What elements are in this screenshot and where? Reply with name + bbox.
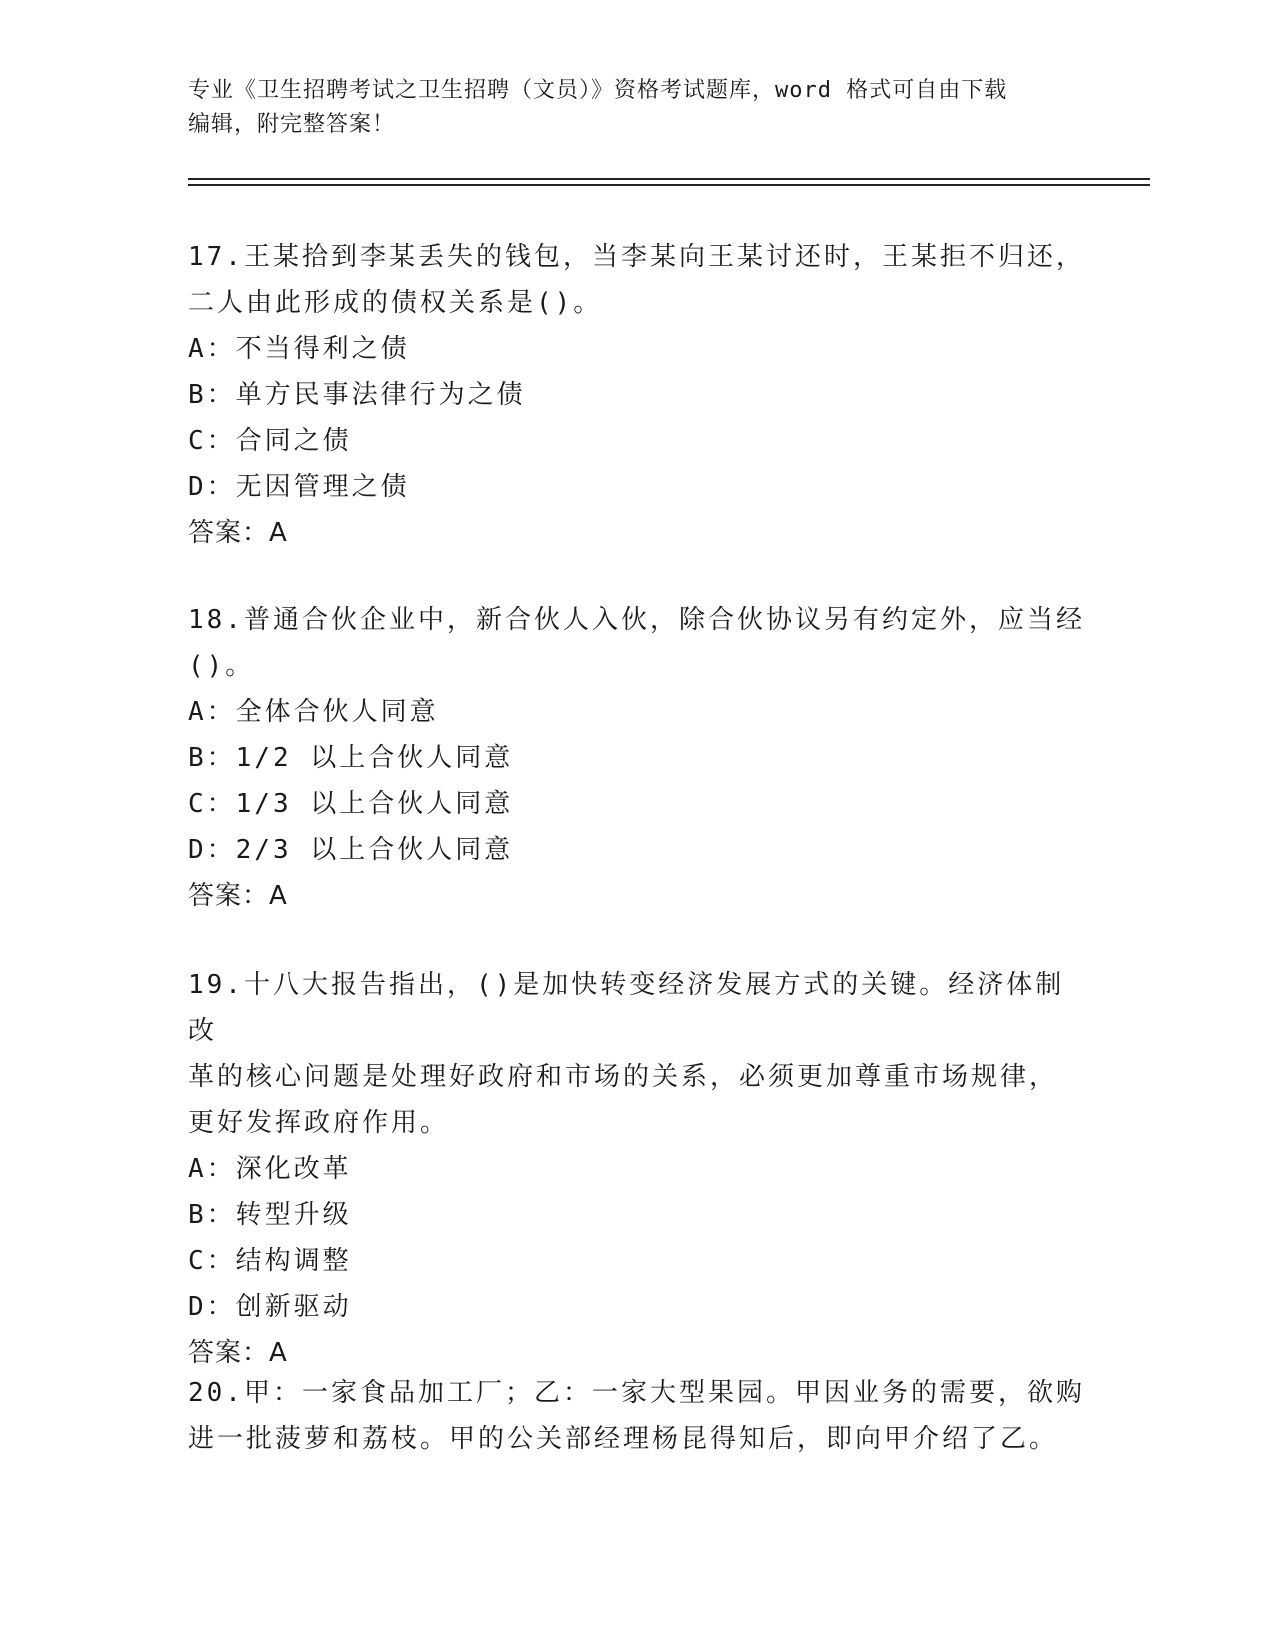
option-a: A：不当得利之债 xyxy=(188,334,410,364)
question-stem-line: 17.王某拾到李某丢失的钱包，当李某向王某讨还时，王某拒不归还， xyxy=(188,242,1085,272)
option-c: C：合同之债 xyxy=(188,426,352,456)
question-19 xyxy=(188,962,1088,1376)
answer-line: 答案：A xyxy=(188,881,288,911)
answer-line: 答案：A xyxy=(188,1338,288,1368)
option-a: A：全体合伙人同意 xyxy=(188,697,439,727)
question-stem-line: 进一批菠萝和荔枝。甲的公关部经理杨昆得知后，即向甲介绍了乙。 xyxy=(188,1424,1059,1454)
answer-line: 答案：A xyxy=(188,518,288,548)
option-c: C：结构调整 xyxy=(188,1246,352,1276)
header-divider-top xyxy=(188,178,1150,180)
question-stem-line: 二人由此形成的债权关系是()。 xyxy=(188,288,603,318)
option-c: C：1/3 以上合伙人同意 xyxy=(188,789,514,819)
question-stem-line: 更好发挥政府作用。 xyxy=(188,1108,450,1138)
question-stem-line: 19.十八大报告指出，()是加快转变经济发展方式的关键。经济体制改 xyxy=(188,970,1065,1046)
question-17 xyxy=(188,234,1088,556)
question-18 xyxy=(188,597,1088,919)
question-20 xyxy=(188,1370,1088,1462)
header-line-2: 编辑，附完整答案！ xyxy=(188,112,396,137)
question-stem-line: 18.普通合伙企业中，新合伙人入伙，除合伙协议另有约定外，应当经 xyxy=(188,605,1085,635)
question-stem-line: 20.甲：一家食品加工厂；乙：一家大型果园。甲因业务的需要，欲购 xyxy=(188,1378,1085,1408)
header-line-1: 专业《卫生招聘考试之卫生招聘（文员）》资格考试题库，word 格式可自由下载 xyxy=(188,78,1008,103)
question-stem-line: 革的核心问题是处理好政府和市场的关系，必须更加尊重市场规律， xyxy=(188,1062,1059,1092)
option-d: D：无因管理之债 xyxy=(188,472,410,502)
document-header xyxy=(188,74,1088,142)
question-stem-line: ()。 xyxy=(188,651,255,681)
option-b: B：单方民事法律行为之债 xyxy=(188,380,526,410)
option-d: D：创新驱动 xyxy=(188,1292,352,1322)
option-b: B：1/2 以上合伙人同意 xyxy=(188,743,514,773)
option-d: D：2/3 以上合伙人同意 xyxy=(188,835,514,865)
option-a: A：深化改革 xyxy=(188,1154,352,1184)
option-b: B：转型升级 xyxy=(188,1200,352,1230)
header-divider-bottom xyxy=(188,184,1150,186)
